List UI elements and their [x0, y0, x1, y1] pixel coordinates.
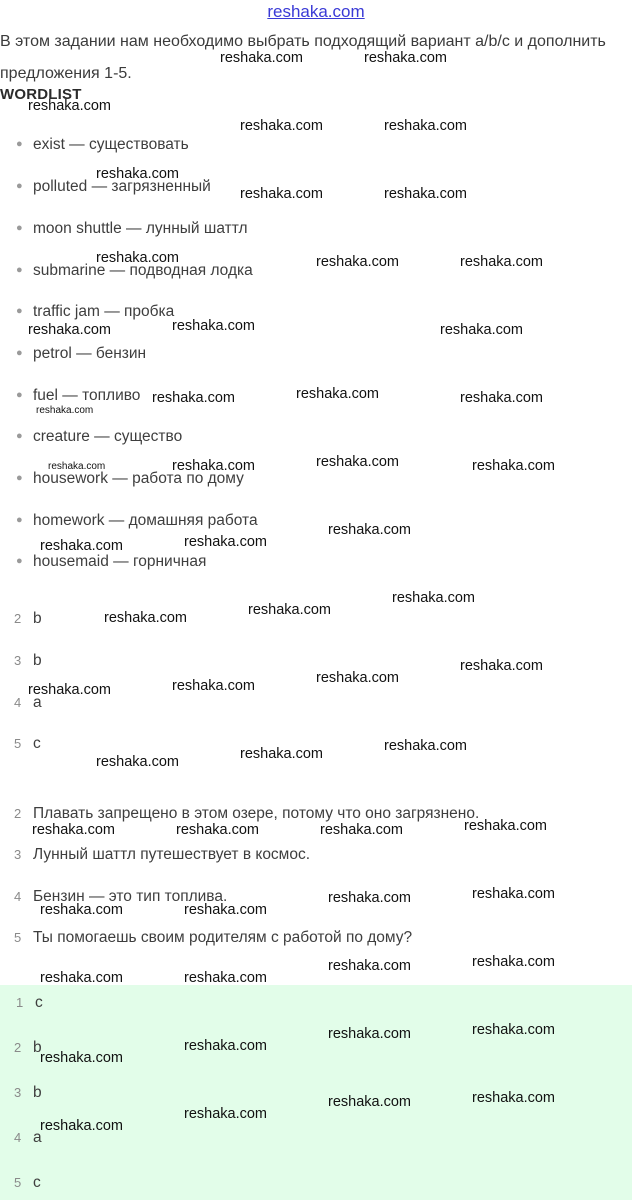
watermark: reshaka.com: [248, 602, 332, 618]
wordlist-item: ● exist — существовать: [16, 136, 189, 153]
watermark: reshaka.com: [320, 822, 404, 838]
watermark: reshaka.com: [472, 1022, 556, 1038]
bullet-icon: ●: [16, 389, 23, 401]
answer-item: 4 a: [14, 1129, 42, 1146]
watermark: reshaka.com: [384, 186, 468, 202]
answer-item: 1 c: [16, 994, 43, 1011]
watermark: reshaka.com: [440, 322, 524, 338]
translation-item: 3 Лунный шаттл путешествует в космос.: [14, 846, 311, 863]
watermark: reshaka.com: [384, 118, 468, 134]
watermark: reshaka.com: [40, 1050, 124, 1066]
bullet-icon: ●: [16, 305, 23, 317]
watermark: reshaka.com: [184, 970, 268, 986]
watermark: reshaka.com: [296, 386, 380, 402]
translation-item: 5 Ты помогаешь своим родителям с работой по дому?: [14, 929, 413, 946]
answer-item: 3 b: [14, 1084, 42, 1101]
watermark: reshaka.com: [184, 534, 268, 550]
watermark: reshaka.com: [172, 458, 256, 474]
watermark: reshaka.com: [364, 50, 448, 66]
watermark: reshaka.com: [40, 538, 124, 554]
intro-text: В этом задании нам необходимо выбрать подходящий вариант a/b/c и дополнить предложения 1-5.: [0, 33, 606, 82]
wordlist-item: ● homework — домашняя работа: [16, 512, 258, 529]
watermark: reshaka.com: [96, 250, 180, 266]
watermark: reshaka.com: [184, 1106, 268, 1122]
wordlist-heading: WORDLIST: [0, 86, 82, 103]
wordlist-item: ● housemaid — горничная: [16, 553, 207, 570]
answer-item: 3 b: [14, 652, 42, 669]
bullet-icon: ●: [16, 347, 23, 359]
answer-item: 2 b: [14, 1039, 42, 1056]
watermark: reshaka.com: [28, 322, 112, 338]
wordlist-item: ● submarine — подводная лодка: [16, 262, 253, 279]
watermark: reshaka.com: [28, 682, 112, 698]
watermark: reshaka.com: [464, 818, 548, 834]
watermark: reshaka.com: [328, 1094, 412, 1110]
watermark: reshaka.com: [172, 678, 256, 694]
watermark: reshaka.com: [36, 405, 94, 416]
watermark: reshaka.com: [32, 822, 116, 838]
wordlist-item: ● polluted — загрязненный: [16, 178, 211, 195]
watermark: reshaka.com: [472, 458, 556, 474]
watermark: reshaka.com: [328, 890, 412, 906]
answer-item: 5 c: [14, 735, 41, 752]
watermark: reshaka.com: [316, 670, 400, 686]
watermark: reshaka.com: [220, 50, 304, 66]
watermark: reshaka.com: [184, 1038, 268, 1054]
watermark: reshaka.com: [96, 166, 180, 182]
watermark: reshaka.com: [472, 1090, 556, 1106]
translation-item: 4 Бензин — это тип топлива.: [14, 888, 228, 905]
watermark: reshaka.com: [48, 461, 106, 472]
watermark: reshaka.com: [96, 754, 180, 770]
wordlist-item: ● fuel — топливо: [16, 387, 141, 404]
wordlist-item: ● traffic jam — пробка: [16, 303, 175, 320]
watermark: reshaka.com: [460, 390, 544, 406]
watermark: reshaka.com: [316, 454, 400, 470]
answer-item: 4 a: [14, 694, 42, 711]
bullet-icon: ●: [16, 472, 23, 484]
watermark: reshaka.com: [240, 186, 324, 202]
watermark: reshaka.com: [240, 746, 324, 762]
bullet-icon: ●: [16, 264, 23, 276]
watermark: reshaka.com: [460, 658, 544, 674]
answer-item: 2 b: [14, 610, 42, 627]
watermark: reshaka.com: [28, 98, 112, 114]
watermark: reshaka.com: [472, 954, 556, 970]
watermark: reshaka.com: [328, 958, 412, 974]
wordlist-item: ● moon shuttle — лунный шаттл: [16, 220, 248, 237]
watermark: reshaka.com: [392, 590, 476, 606]
wordlist-item: ● housework — работа по дому: [16, 470, 244, 487]
watermark: reshaka.com: [104, 610, 188, 626]
answer-item: 5 c: [14, 1174, 41, 1191]
wordlist-item: ● petrol — бензин: [16, 345, 147, 362]
watermark: reshaka.com: [460, 254, 544, 270]
watermark: reshaka.com: [152, 390, 236, 406]
bullet-icon: ●: [16, 430, 23, 442]
bullet-icon: ●: [16, 222, 23, 234]
bullet-icon: ●: [16, 555, 23, 567]
watermark: reshaka.com: [172, 318, 256, 334]
site-header-link[interactable]: reshaka.com: [267, 2, 365, 21]
watermark: reshaka.com: [40, 902, 124, 918]
watermark: reshaka.com: [176, 822, 260, 838]
wordlist-item: ● creature — существо: [16, 428, 183, 445]
watermark: reshaka.com: [328, 522, 412, 538]
watermark: reshaka.com: [40, 970, 124, 986]
bullet-icon: ●: [16, 180, 23, 192]
watermark: reshaka.com: [328, 1026, 412, 1042]
watermark: reshaka.com: [472, 886, 556, 902]
watermark: reshaka.com: [316, 254, 400, 270]
bullet-icon: ●: [16, 514, 23, 526]
watermark: reshaka.com: [384, 738, 468, 754]
translation-item: 2 Плавать запрещено в этом озере, потому что оно загрязнено.: [14, 805, 480, 822]
watermark: reshaka.com: [240, 118, 324, 134]
watermark: reshaka.com: [40, 1118, 124, 1134]
watermark: reshaka.com: [184, 902, 268, 918]
bullet-icon: ●: [16, 138, 23, 150]
